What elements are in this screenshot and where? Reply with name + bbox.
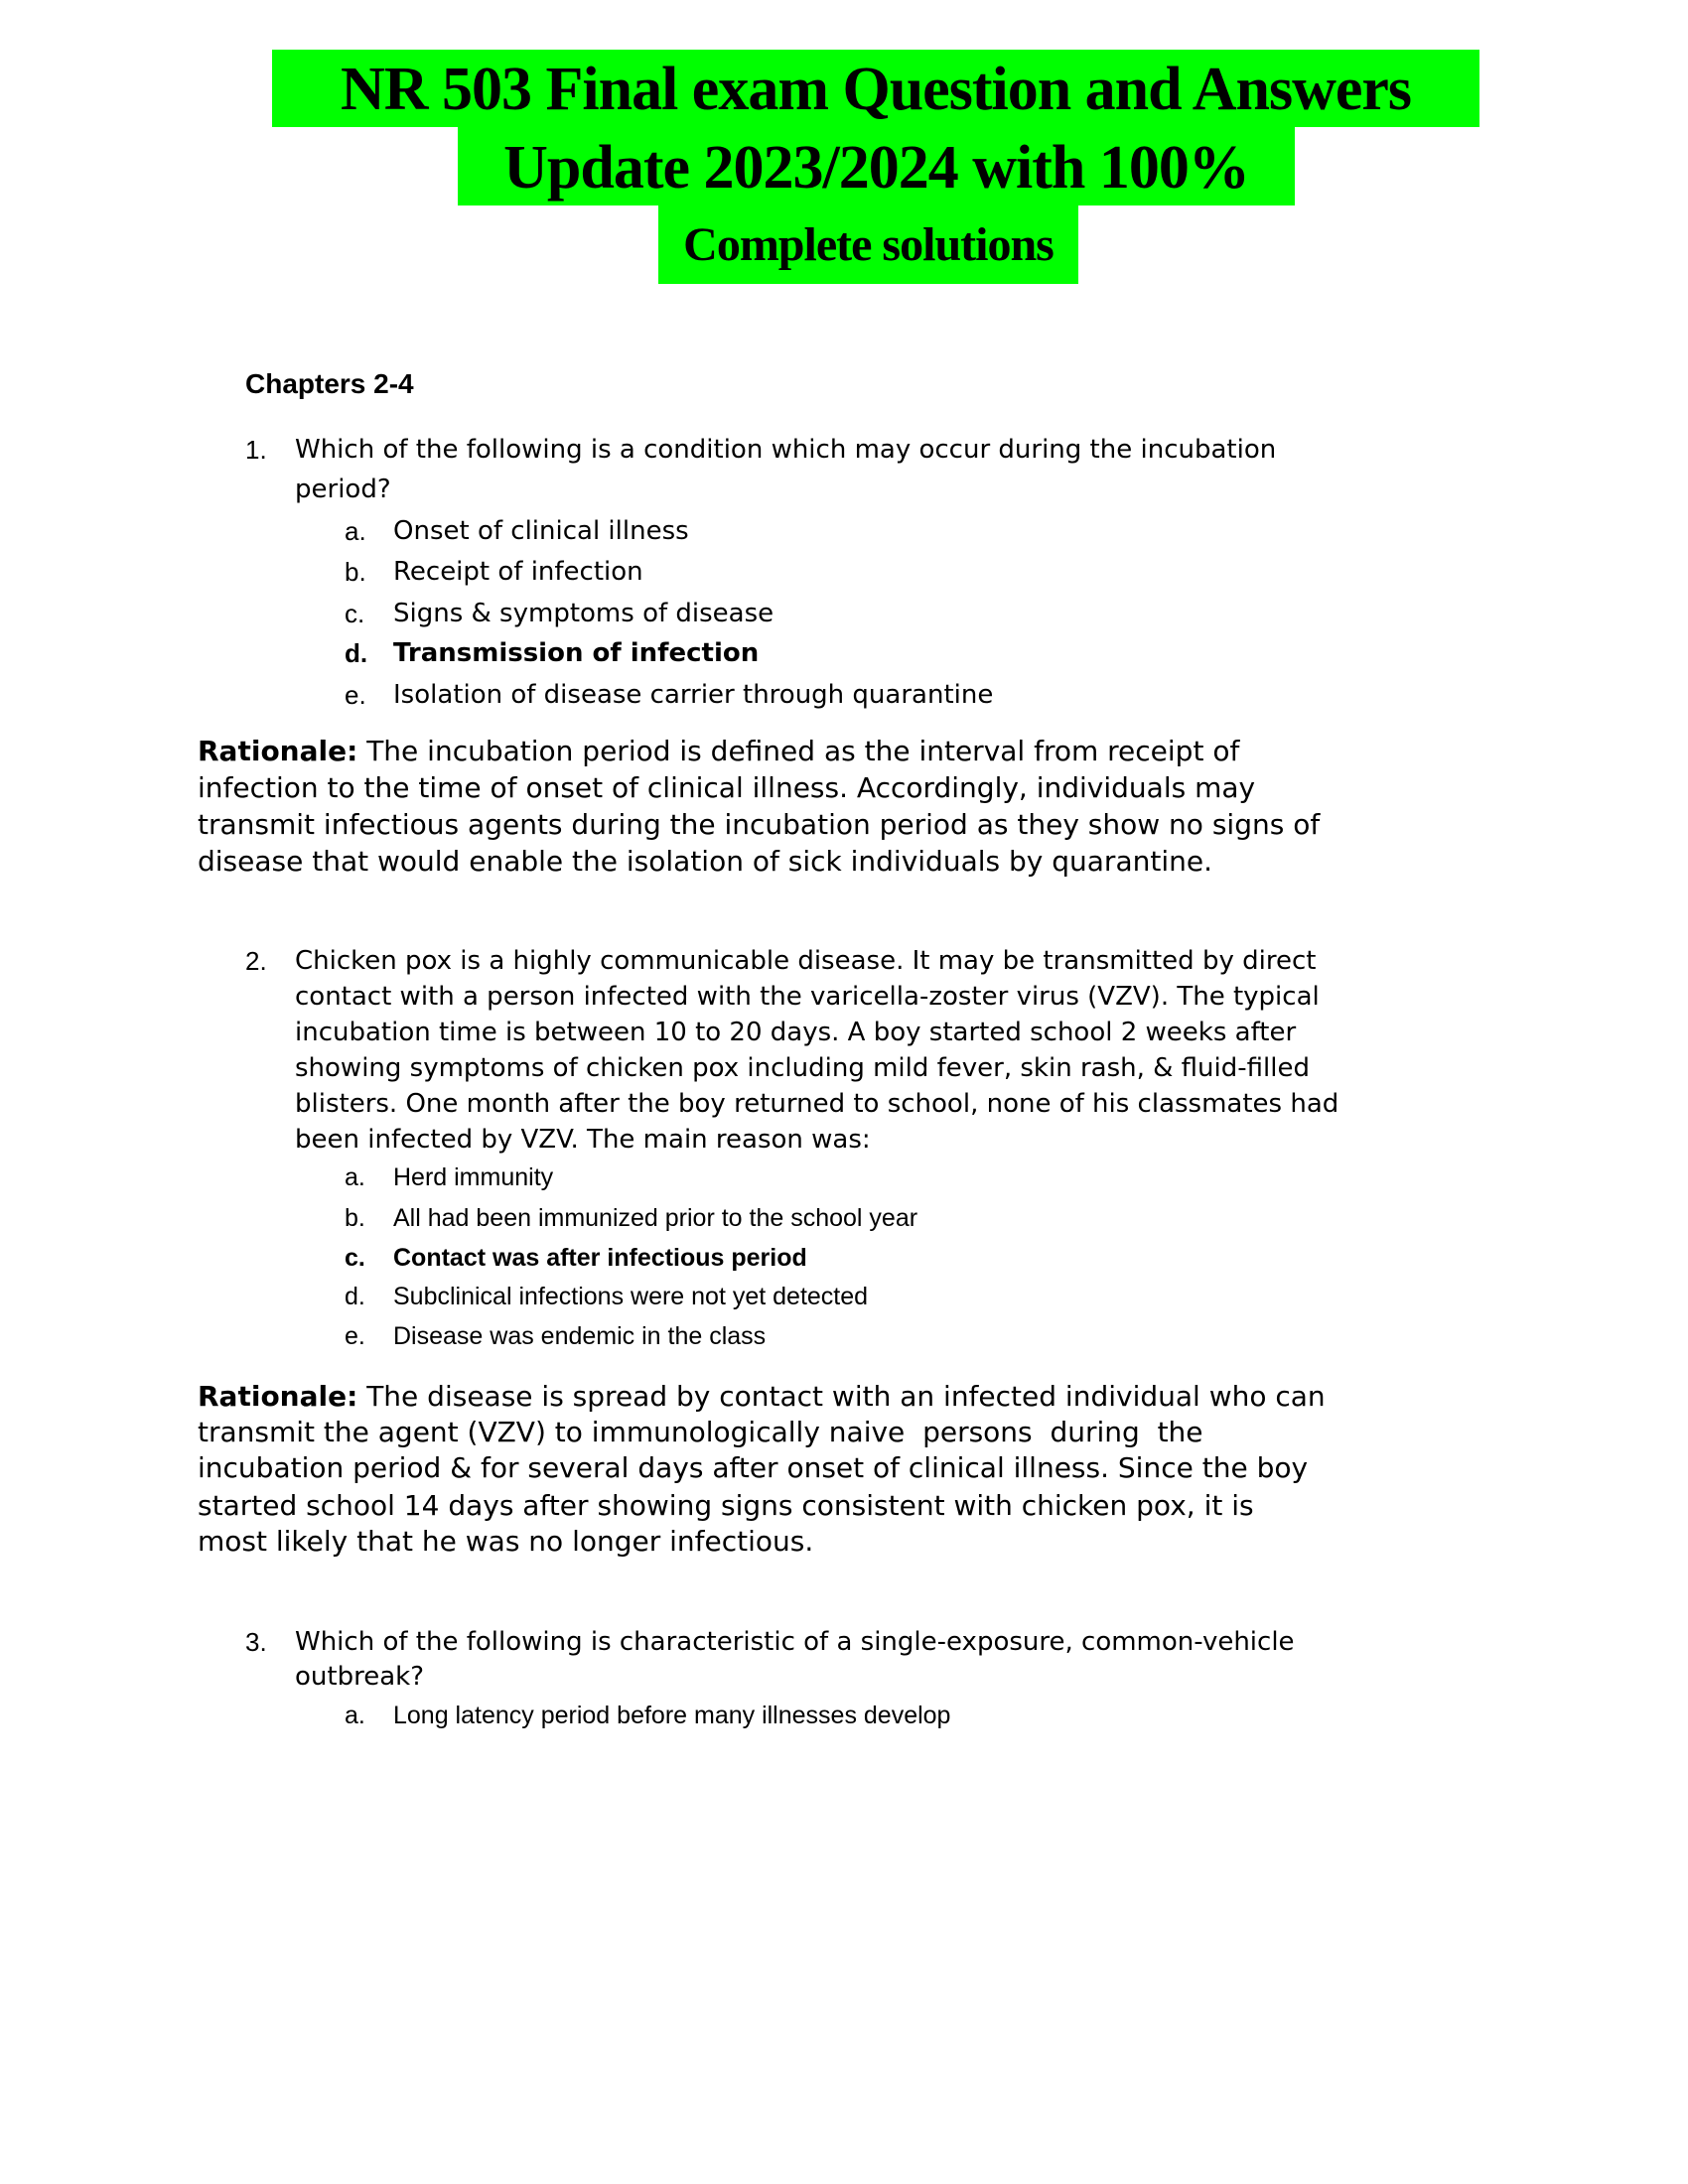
- rationale-line: [198, 734, 1239, 769]
- rationale-text: The incubation period is defined as the interval from receipt of: [357, 735, 1240, 767]
- question-number: 1.: [245, 435, 267, 465]
- option-text: Disease was endemic in the class: [393, 1322, 767, 1350]
- option-label: b.: [345, 557, 366, 587]
- question-text: incubation time is between 10 to 20 days. A boy started school 2 weeks after: [295, 1018, 1297, 1047]
- option-label: e.: [345, 1322, 365, 1350]
- rationale-line: started school 14 days after showing signs consistent with chicken pox, it is: [198, 1489, 1254, 1522]
- option-label: c.: [345, 599, 365, 628]
- option-label-correct: d.: [345, 638, 368, 668]
- rationale-line: incubation period & for several days after onset of clinical illness. Since the boy: [198, 1451, 1309, 1484]
- question-text: period?: [295, 475, 391, 504]
- section-heading: Chapters 2-4: [245, 368, 414, 399]
- rationale-line: most likely that he was no longer infectious.: [198, 1525, 814, 1558]
- option-label: a.: [345, 1163, 365, 1191]
- question-text: blisters. One month after the boy returned to school, none of his classmates had: [295, 1089, 1339, 1119]
- option-text: Onset of clinical illness: [393, 516, 689, 546]
- option-label: d.: [345, 1283, 365, 1310]
- question-text: Which of the following is a condition which may occur during the incubation: [295, 435, 1277, 465]
- question-text: showing symptoms of chicken pox including mild fever, skin rash, & fluid-filled: [295, 1053, 1310, 1083]
- rationale-text: The disease is spread by contact with an infected individual who can: [357, 1380, 1326, 1413]
- title-line-3: Complete solutions: [658, 205, 1078, 284]
- question-text: Which of the following is characteristic of a single-exposure, common-vehicle: [295, 1627, 1295, 1657]
- option-text: Long latency period before many illnesses develop: [393, 1702, 951, 1729]
- rationale-line: infection to the time of onset of clinical illness. Accordingly, individuals may: [198, 771, 1256, 804]
- option-label: e.: [345, 680, 366, 710]
- title-line-2: Update 2023/2024 with 100%: [458, 127, 1295, 205]
- option-label: a.: [345, 1702, 365, 1729]
- option-label-correct: c.: [345, 1244, 365, 1272]
- question-text: Chicken pox is a highly communicable disease. It may be transmitted by direct: [295, 946, 1317, 976]
- question-text: been infected by VZV. The main reason was:: [295, 1125, 871, 1155]
- option-label: a.: [345, 516, 366, 546]
- question-text: outbreak?: [295, 1662, 424, 1692]
- option-text: Subclinical infections were not yet detected: [393, 1283, 869, 1310]
- option-text: Signs & symptoms of disease: [393, 599, 774, 628]
- option-text: Herd immunity: [393, 1163, 554, 1191]
- question-number: 2.: [245, 946, 267, 976]
- rationale-label: Rationale:: [198, 735, 358, 767]
- rationale-line: [198, 1379, 1326, 1415]
- title-line-1: NR 503 Final exam Question and Answers: [272, 50, 1479, 127]
- option-text: Isolation of disease carrier through quarantine: [393, 680, 994, 710]
- question-number: 3.: [245, 1627, 267, 1657]
- option-text: All had been immunized prior to the school year: [393, 1204, 918, 1232]
- rationale-label: Rationale:: [198, 1380, 358, 1413]
- option-text-correct: Contact was after infectious period: [393, 1244, 807, 1272]
- question-text: contact with a person infected with the varicella-zoster virus (VZV). The typical: [295, 982, 1320, 1012]
- option-label: b.: [345, 1204, 365, 1232]
- rationale-line: transmit infectious agents during the incubation period as they show no signs of: [198, 808, 1321, 841]
- option-text-correct: Transmission of infection: [393, 638, 760, 668]
- rationale-line: transmit the agent (VZV) to immunologically naive persons during the: [198, 1416, 1203, 1448]
- option-text: Receipt of infection: [393, 557, 643, 587]
- rationale-line: disease that would enable the isolation of sick individuals by quarantine.: [198, 845, 1212, 878]
